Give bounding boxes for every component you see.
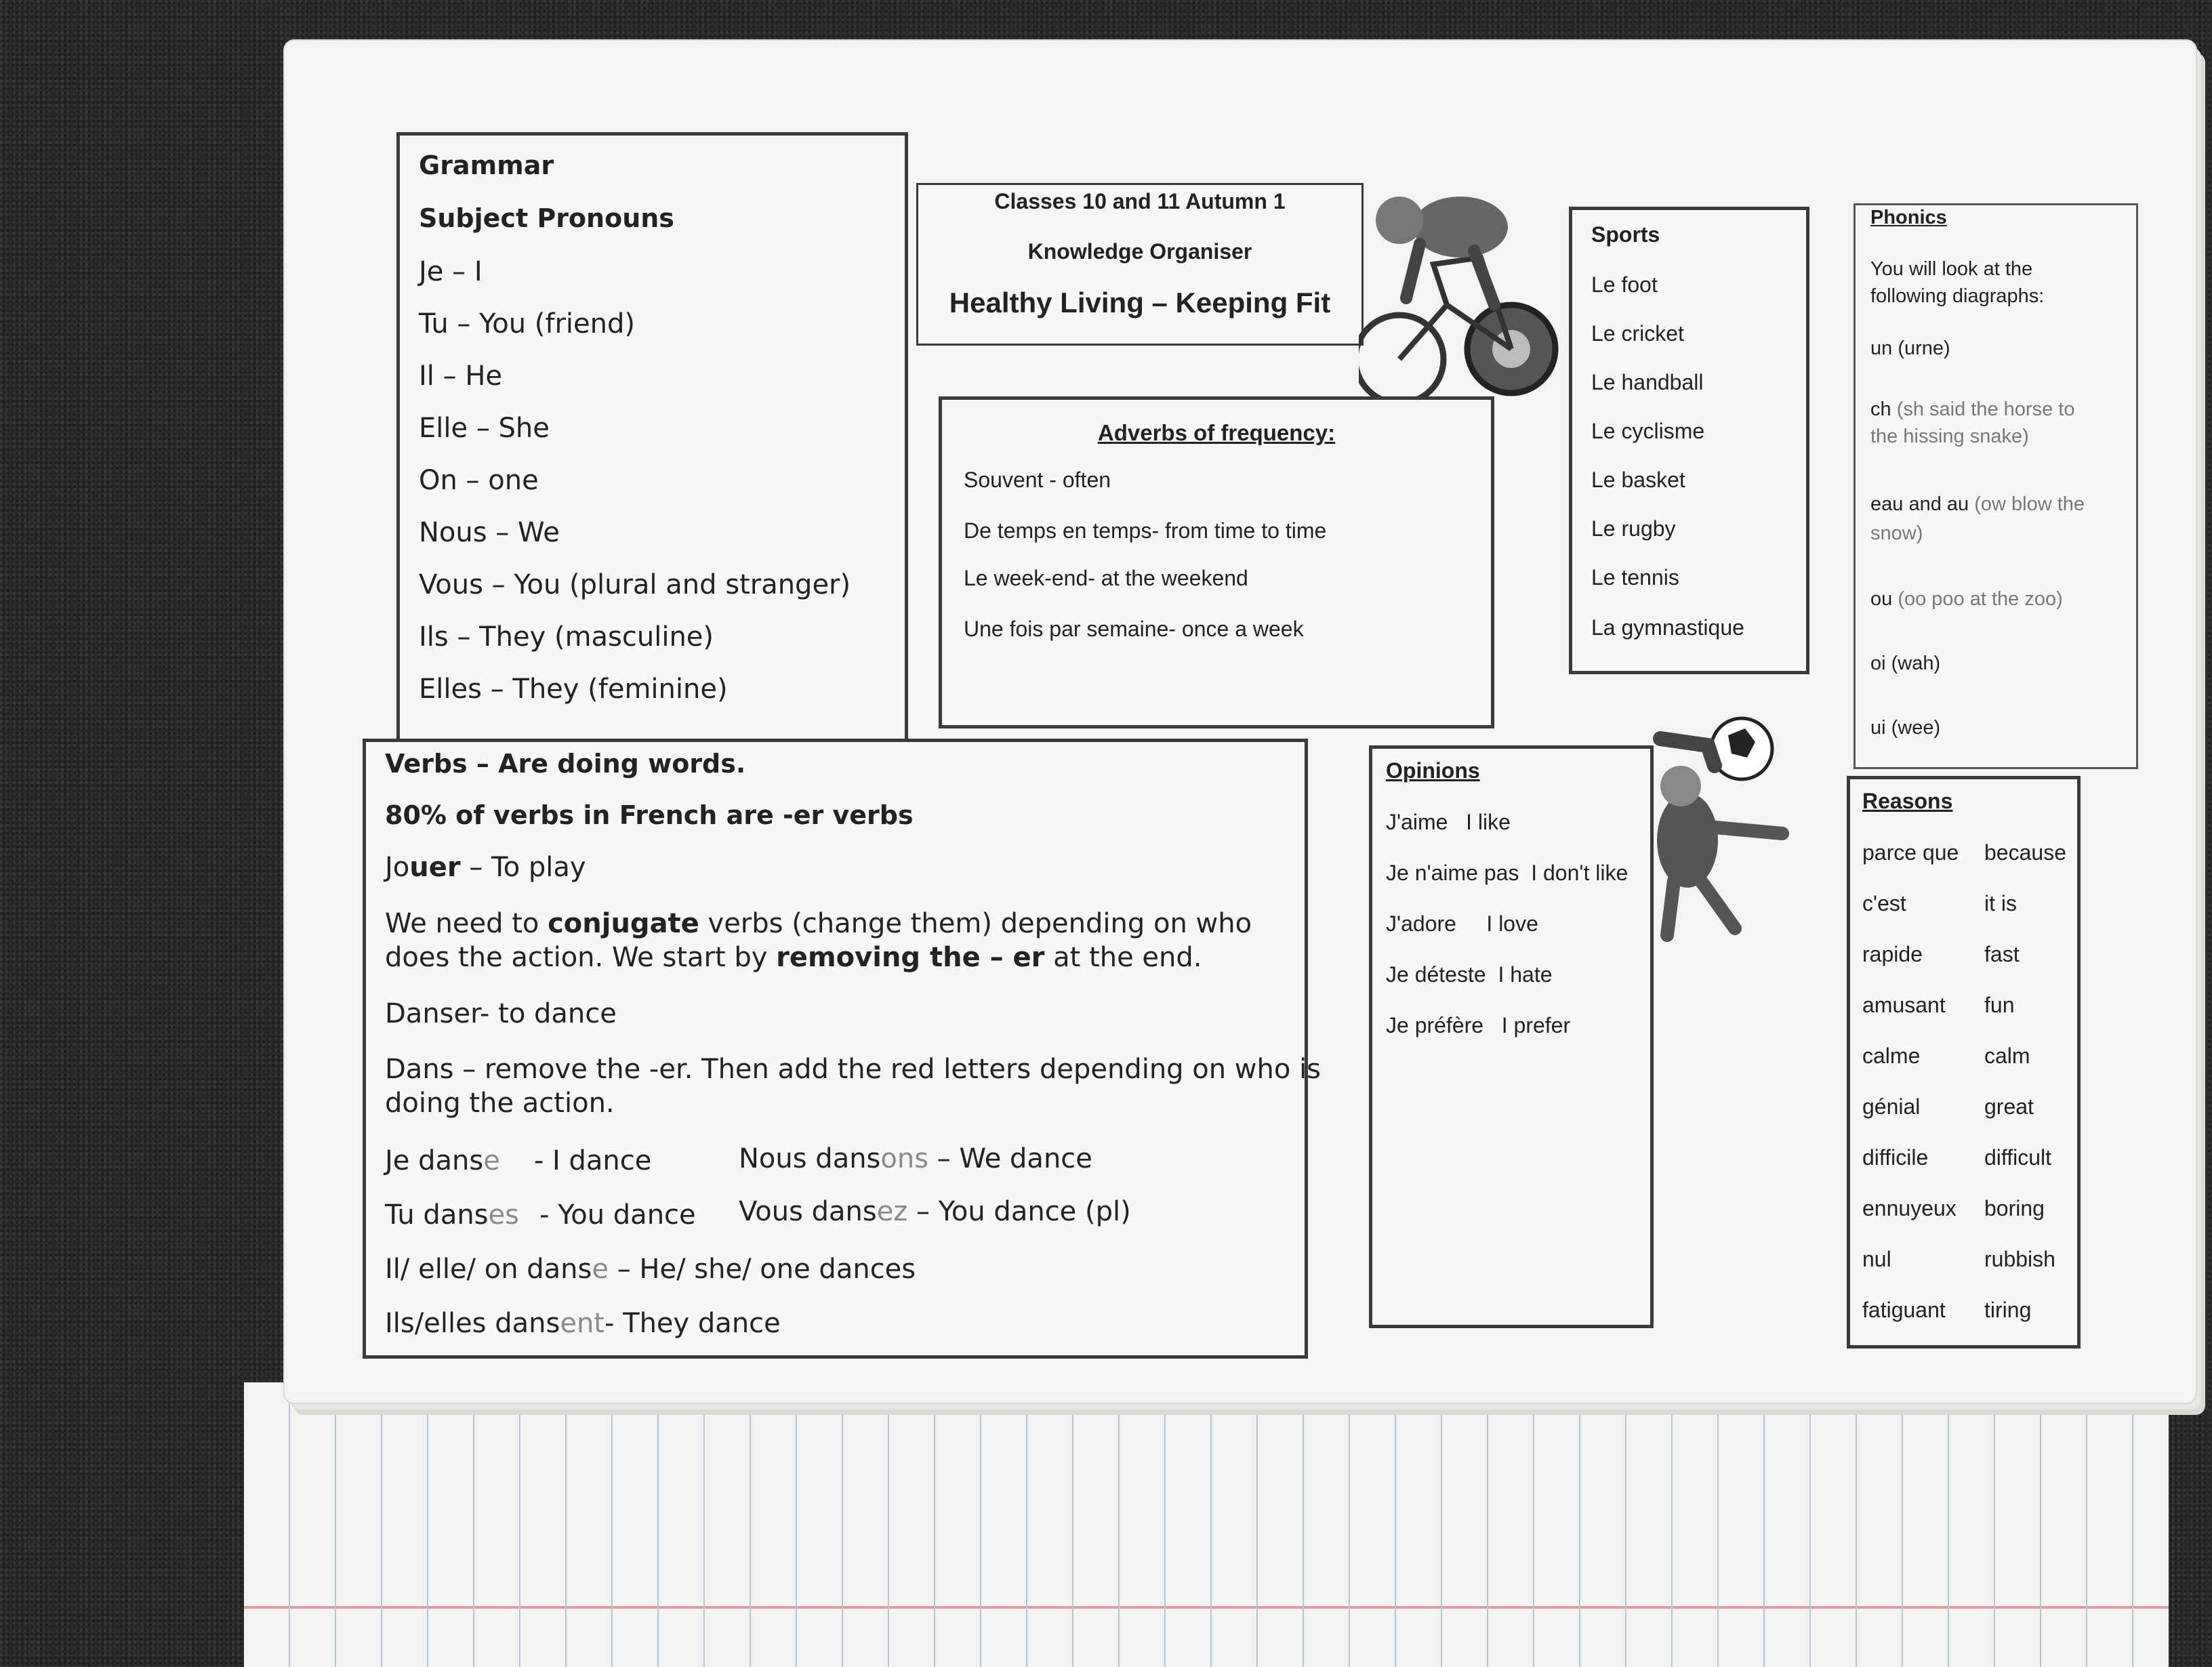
reason-en: calm [1984,1044,2030,1068]
notebook-page [244,1382,2169,1667]
title-box [916,183,1364,346]
reason-en: great [1984,1094,2034,1119]
conjugation-ils [385,1308,781,1339]
sport-item: Le cricket [1591,321,1684,346]
stem: Je dans [385,1145,484,1176]
reason-fr: parce que [1862,840,1959,865]
phonics-sound: eau and au [1870,493,1969,515]
phonics-intro: You will look at the [1870,258,2033,280]
opinion-item [1386,1013,1570,1038]
conjugate-line [385,908,1252,939]
adverb-item: Le week-end- at the weekend [964,566,1248,590]
opinion-fr: Je préfère [1386,1013,1484,1037]
pronoun-item: Elle – She [419,413,550,444]
stem: Il/ elle/ on dans [385,1254,592,1285]
reason-en: because [1984,840,2066,865]
ending: ez [876,1196,908,1227]
verbs-heading: Verbs – Are doing words. [385,749,746,779]
meaning: – You dance (pl) [907,1196,1131,1227]
pronoun-item: Il – He [419,361,503,392]
dans-instruction: doing the action. [385,1088,615,1119]
opinion-en: I hate [1498,962,1553,987]
ending: ent [560,1308,605,1339]
reasons-box [1847,776,2081,1349]
conj-text: We need to [385,908,548,939]
phonics-item: un (urne) [1870,337,1950,359]
reason-fr: génial [1862,1094,1921,1119]
phonics-heading: Phonics [1870,207,1947,228]
meaning: – We dance [928,1143,1092,1174]
sport-item: Le basket [1591,468,1685,492]
reason-en: fun [1984,993,2015,1017]
reason-fr: nul [1862,1247,1891,1271]
opinion-en: I love [1486,911,1538,936]
conj-text: does the action. We start by [385,942,777,973]
sport-item: Le tennis [1591,565,1679,590]
adverbs-heading: Adverbs of frequency: [1097,420,1336,445]
reason-fr: fatiguant [1862,1298,1946,1322]
conj-bold: removing the – er [776,942,1045,973]
footballer-illustration [1647,705,1850,955]
pronoun-item: On – one [419,465,539,496]
sport-item: Le foot [1591,272,1658,297]
ending: e [483,1145,500,1176]
pronoun-item: Je – I [419,256,483,287]
phonics-sound: ou [1870,588,1893,610]
opinion-item [1386,810,1511,835]
phonics-hint: (ow blow the [1974,493,2085,515]
ending: e [592,1254,609,1285]
meaning: - They dance [604,1308,781,1339]
reason-fr: ennuyeux [1862,1196,1957,1220]
reason-en: rubbish [1984,1247,2055,1271]
pronoun-item: Tu – You (friend) [419,308,636,339]
sport-item: Le rugby [1591,516,1676,541]
reason-fr: amusant [1862,993,1946,1017]
ending: es [488,1199,519,1231]
pronoun-item: Elles – They (feminine) [419,674,728,705]
meaning: - You dance [539,1199,696,1231]
phonics-intro: following diagraphs: [1870,285,2045,307]
opinion-fr: J'aime [1386,810,1448,834]
reason-en: difficult [1984,1145,2052,1170]
jouer-ending: uer [409,852,461,883]
opinions-box [1369,745,1654,1328]
sport-item: La gymnastique [1591,615,1744,640]
reason-fr: difficile [1862,1145,1929,1170]
jouer-line [385,852,586,883]
stem: Vous dans [739,1196,877,1227]
conjugate-line [385,942,1202,973]
opinion-item [1386,962,1553,987]
reason-en: tiring [1984,1298,2032,1322]
grammar-heading: Grammar [419,150,554,180]
phonics-sound: ch [1870,398,1891,420]
opinion-fr: Je n'aime pas [1386,861,1519,885]
phonics-item: oi (wah) [1870,653,1941,674]
phonics-item [1870,398,2074,421]
opinion-fr: J'adore [1386,911,1456,936]
conjugation-je [385,1145,651,1176]
organiser-title: Knowledge Organiser [1027,239,1252,264]
reason-fr: calme [1862,1044,1921,1068]
conjugation-il [385,1254,916,1285]
phonics-hint: (sh said the horse to [1896,398,2075,420]
reasons-heading: Reasons [1862,789,1953,813]
conjugation-nous [739,1143,1092,1174]
verbs-subheading: 80% of verbs in French are -er verbs [385,800,914,830]
opinion-en: I don't like [1531,861,1629,885]
reason-en: fast [1984,942,2020,966]
stem: Ils/elles dans [385,1308,560,1339]
phonics-item [1870,588,2063,611]
sport-item: Le cyclisme [1591,419,1705,443]
sports-box [1569,207,1809,674]
phonics-hint: snow) [1870,522,1923,544]
adverb-item: Une fois par semaine- once a week [964,617,1304,641]
grammar-box [396,132,908,742]
adverbs-box [939,396,1494,728]
adverb-item: De temps en temps- from time to time [964,518,1327,543]
jouer-stem: Jo [385,852,410,883]
conj-text: verbs (change them) depending on who [699,908,1252,939]
reason-en: boring [1984,1196,2045,1220]
phonics-item: ui (wee) [1870,717,1941,739]
meaning: – He/ she/ one dances [608,1254,916,1285]
conj-text: at the end. [1044,942,1202,973]
sports-heading: Sports [1591,222,1660,247]
phonics-box [1853,203,2138,769]
meaning: - I dance [533,1145,652,1176]
reason-fr: rapide [1862,942,1923,966]
opinion-fr: Je déteste [1386,962,1486,987]
opinion-en: I prefer [1501,1013,1571,1037]
opinion-en: I like [1466,810,1511,834]
class-title: Classes 10 and 11 Autumn 1 [994,189,1286,213]
ending: ons [880,1143,929,1174]
subject-pronouns-heading: Subject Pronouns [419,203,674,233]
opinion-item [1386,911,1538,937]
phonics-item [1870,493,2085,516]
pronoun-item: Ils – They (masculine) [419,621,714,653]
opinions-heading: Opinions [1386,758,1480,783]
reason-en: it is [1984,891,2017,915]
phonics-hint: the hissing snake) [1870,426,2029,447]
reason-fr: c'est [1862,891,1906,915]
stem: Tu dans [385,1199,489,1231]
dans-instruction: Dans – remove the -er. Then add the red letters depending on who is [385,1054,1322,1085]
topic-title: Healthy Living – Keeping Fit [949,287,1331,318]
pronoun-item: Nous – We [419,517,560,548]
verbs-box [363,739,1322,1359]
conjugation-vous [739,1196,1131,1227]
sport-item: Le handball [1591,370,1704,394]
danser-line: Danser- to dance [385,998,617,1029]
conj-bold: conjugate [548,908,699,939]
jouer-meaning: – To play [460,852,586,883]
conjugation-tu [385,1199,696,1231]
adverb-item: Souvent - often [964,468,1111,492]
opinion-item [1386,861,1628,886]
phonics-hint: (oo poo at the zoo) [1898,588,2063,610]
pronoun-item: Vous – You (plural and stranger) [419,569,851,600]
stem: Nous dans [739,1143,881,1174]
